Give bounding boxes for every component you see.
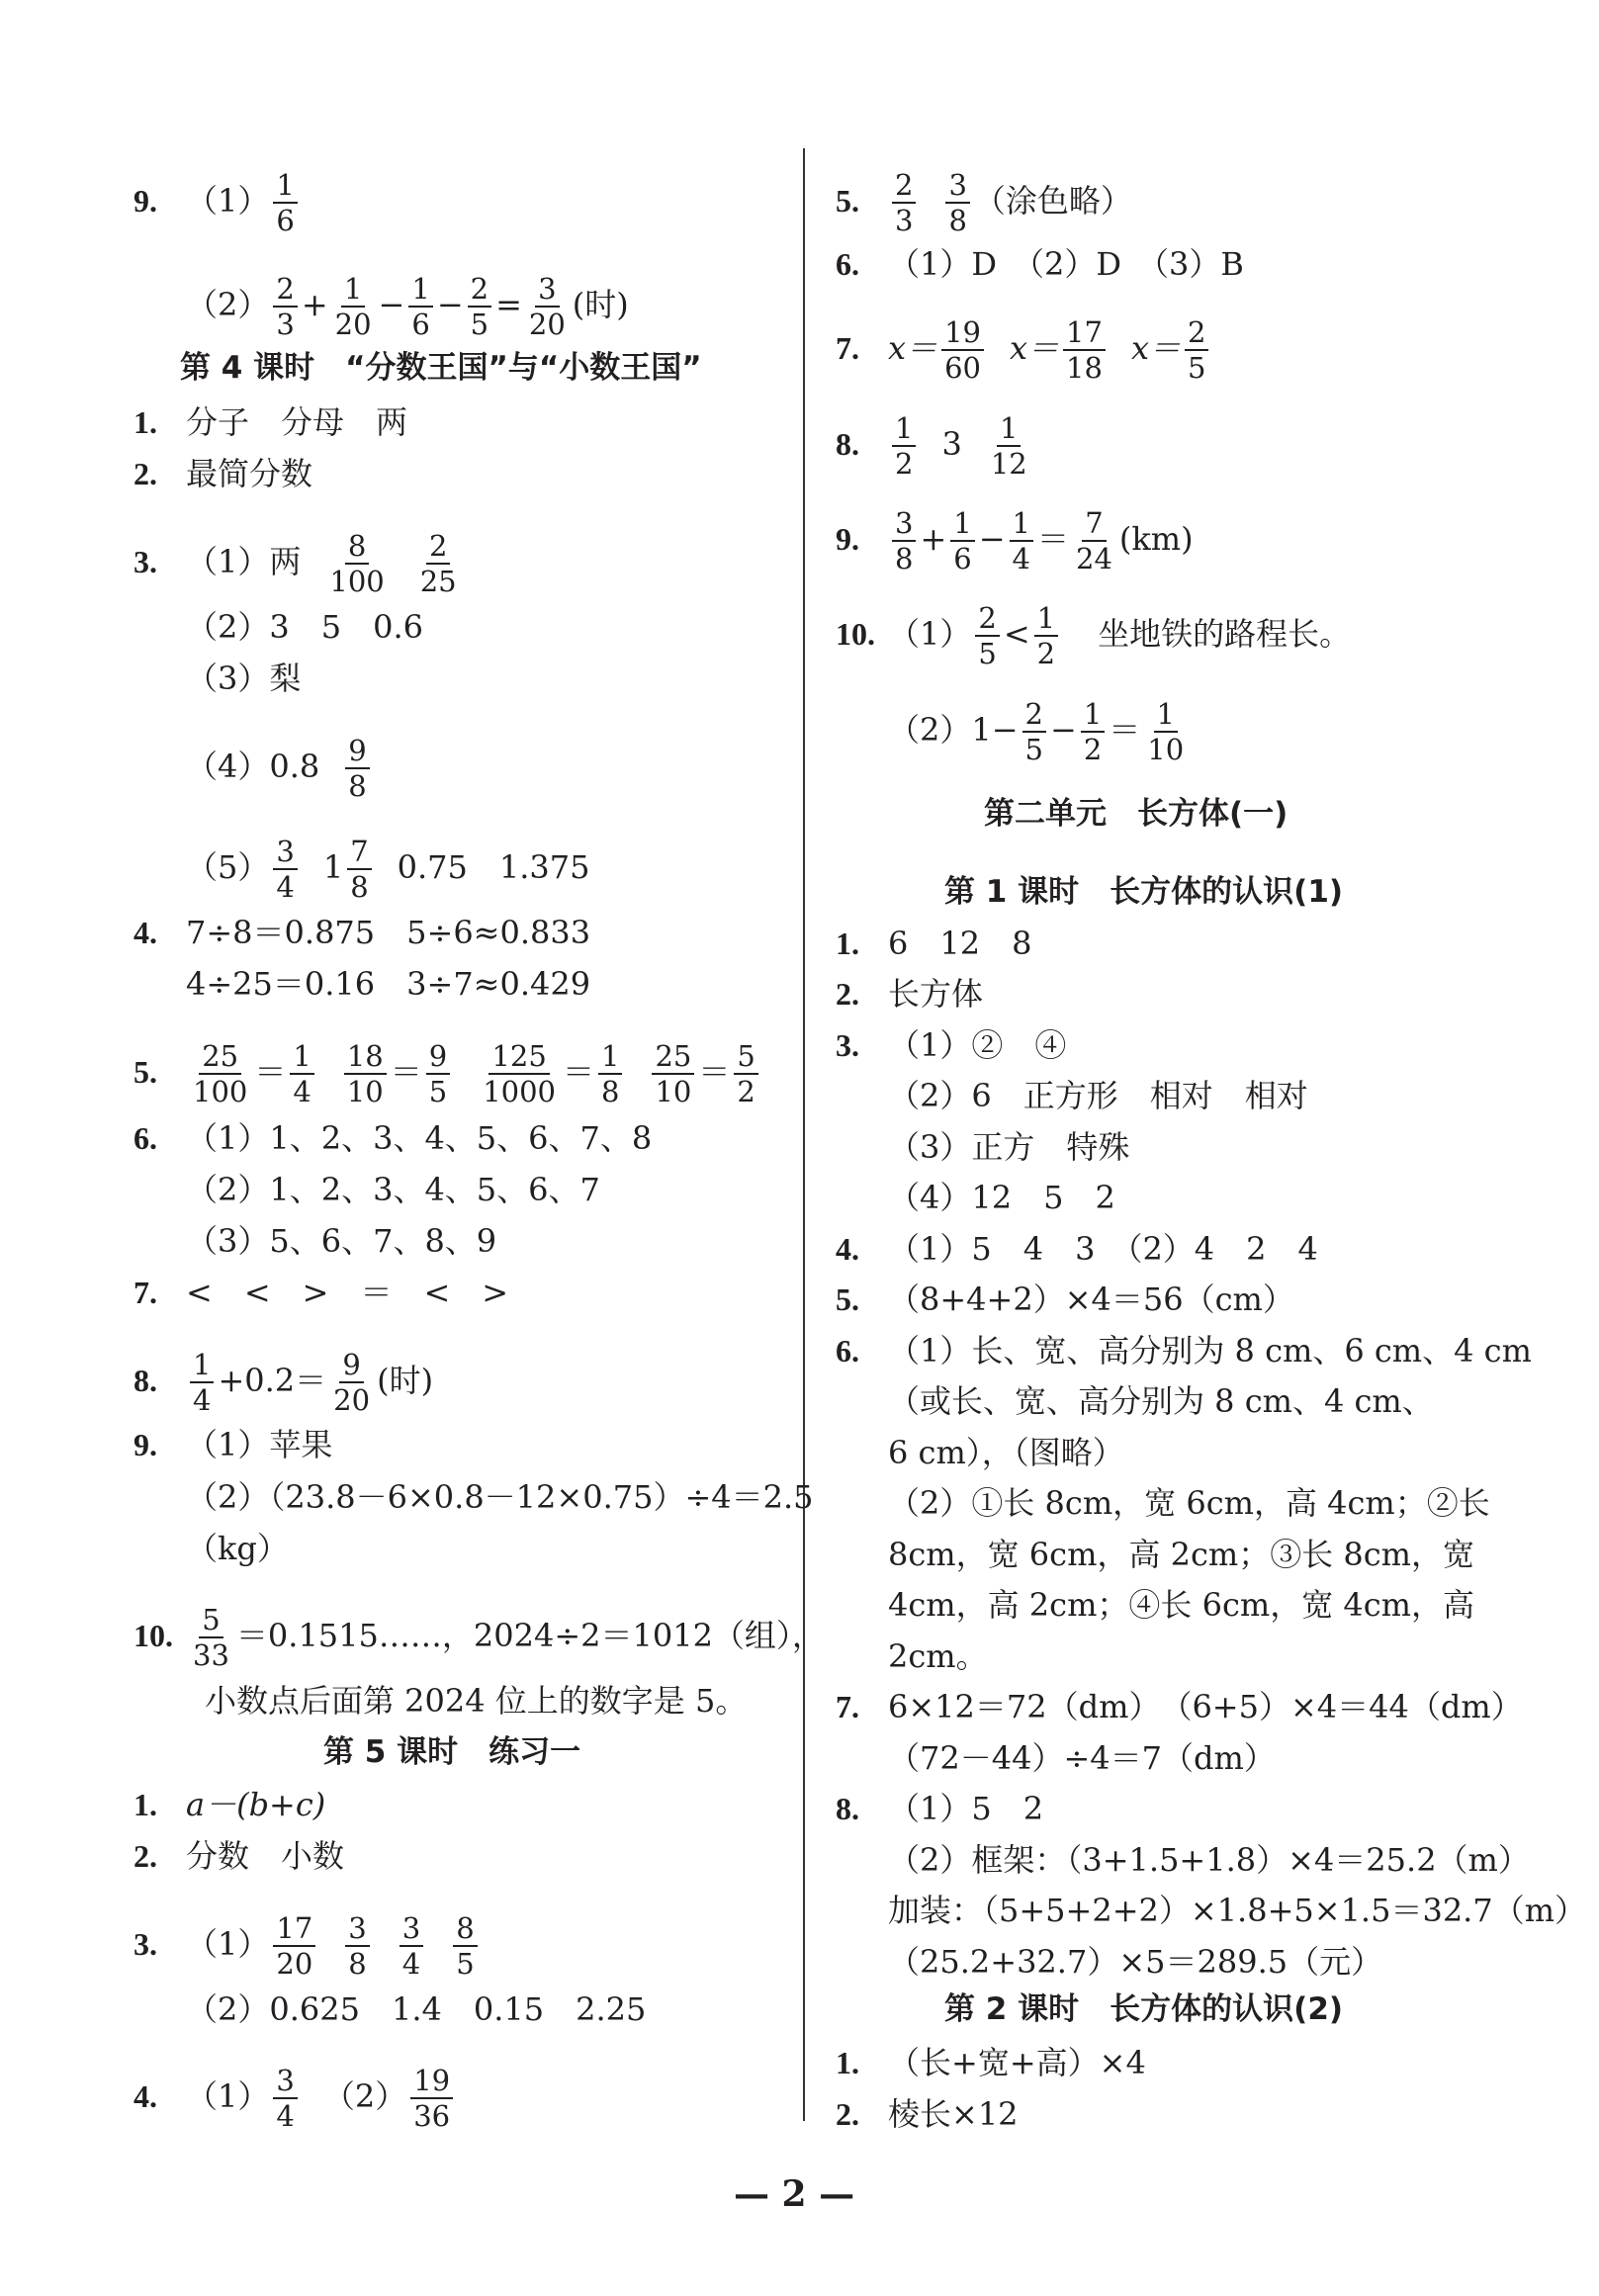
l4-answer-1: 1. 分子 分母 两: [133, 403, 408, 441]
l4-answer-3-3: （3）梨: [186, 660, 302, 697]
r-answer-10: 10. （1） $\frac{2}{5}$ < $\frac{1}{2}$ 坐地铁的路程长。: [836, 601, 1352, 671]
l4-answer-3-5: （5） $\frac{3}{4}$ 1 $\frac{7}{8}$ 0.75 1.375: [186, 835, 590, 905]
u2-answer-7-2: （72－44）÷4＝7（dm）: [888, 1739, 1276, 1777]
u2-answer-6-6: 4cm，高 2cm；④长 6cm，宽 4cm，高: [888, 1586, 1475, 1624]
l4-answer-4-2: 4÷25＝0.16 3÷7≈0.429: [186, 965, 591, 1003]
u2-l2-answer-2: 2. 棱长×12: [836, 2095, 1019, 2133]
u2-answer-6-3: 6 cm），（图略）: [888, 1434, 1124, 1471]
l4-answer-9-2: （2）（23.8－6×0.8－12×0.75）÷4＝2.5: [186, 1478, 814, 1516]
l4-answer-6-3: （3）5、6、7、8、9: [186, 1222, 497, 1260]
fraction: $\frac{1}{6}$: [273, 170, 297, 236]
u2-answer-2: 2. 长方体: [836, 975, 984, 1013]
l4-answer-9-3: （kg）: [186, 1530, 289, 1567]
l5-answer-3: 3. （1） $\frac{17}{20}$ $\frac{3}{8}$ $\frac{3}{4}$ $\frac{8}{5}$: [133, 1913, 482, 1980]
u2-answer-3: 3. （1）② ④: [836, 1026, 1067, 1064]
l4-answer-5: 5. $\frac{25}{100}$ ＝ $\frac{1}{4}$ $\frac{18}{10}$ ＝ $\frac{9}{5}$ $\frac{125}{1000}$ ＝ $\frac{1}{8}$ $\frac{25}{10}$ ＝ $\frac{5}{2}$: [133, 1041, 762, 1107]
lesson-5-heading: 第 5 课时 练习一: [323, 1734, 581, 1770]
l4-answer-6-2: （2）1、2、3、4、5、6、7: [186, 1171, 600, 1208]
l5-answer-3-2: （2）0.625 1.4 0.15 2.25: [186, 1990, 647, 2028]
u2-answer-8-3: 加装：（5+5+2+2）×1.8+5×1.5＝32.7（m）: [888, 1892, 1587, 1929]
u2-answer-5: 5. （8+4+2）×4＝56（cm）: [836, 1280, 1294, 1318]
u2-answer-4: 4. （1）5 4 3 （2）4 2 4: [836, 1230, 1318, 1268]
l4-answer-3-2: （2）3 5 0.6: [186, 608, 423, 646]
u2-answer-8-4: （25.2+32.7）×5＝289.5（元）: [888, 1943, 1383, 1981]
l4-answer-4: 4. 7÷8＝0.875 5÷6≈0.833: [133, 914, 591, 951]
r-answer-9: 9. $\frac{3}{8}$ + $\frac{1}{6}$ − $\frac{1}{4}$ ＝ $\frac{7}{24}$ (km): [836, 506, 1194, 576]
u2-l2-answer-1: 1. （长+宽+高）×4: [836, 2044, 1146, 2081]
u2-answer-6-5: 8cm，宽 6cm，高 2cm；③长 8cm，宽: [888, 1536, 1475, 1573]
page-number: — 2 —: [734, 2173, 855, 2215]
u2-answer-6-4: （2）①长 8cm，宽 6cm，高 4cm；②长: [888, 1484, 1490, 1522]
l4-answer-3-4: （4）0.8 $\frac{9}{8}$: [186, 736, 374, 802]
l4-answer-2: 2. 最简分数: [133, 455, 313, 492]
l4-answer-9: 9. （1）苹果: [133, 1426, 333, 1463]
l5-answer-2: 2. 分数 小数: [133, 1837, 345, 1875]
u2-answer-8-2: （2）框架：（3+1.5+1.8）×4＝25.2（m）: [888, 1841, 1530, 1879]
l4-answer-10: 10. $\frac{5}{33}$ ＝0.1515……，2024÷2＝1012（组），: [133, 1603, 824, 1673]
l5-answer-1: 1. a－(b+c): [133, 1786, 326, 1823]
r-answer-8: 8. $\frac{1}{2}$ 3 $\frac{1}{12}$: [836, 411, 1027, 482]
unit-2-lesson-1-heading: 第 1 课时 长方体的认识(1): [944, 874, 1344, 910]
u2-answer-6-7: 2cm。: [888, 1637, 988, 1675]
r-answer-7: 7. x＝ $\frac{19}{60}$ x＝ $\frac{17}{18}$ x＝ $\frac{2}{5}$: [836, 317, 1212, 384]
lesson-4-heading: 第 4 课时 “分数王国”与“小数王国”: [180, 350, 702, 386]
u2-answer-7: 7. 6×12＝72（dm） （6+5）×4＝44（dm）: [836, 1688, 1523, 1725]
r-answer-5: 5. $\frac{2}{3}$ $\frac{3}{8}$ （涂色略）: [836, 168, 1132, 238]
unit-2-heading: 第二单元 长方体(一): [984, 796, 1288, 832]
unit-2-lesson-2-heading: 第 2 课时 长方体的认识(2): [944, 1991, 1344, 2027]
l4-answer-7: 7. < < > ＝ < >: [133, 1274, 509, 1311]
u2-answer-3-2: （2）6 正方形 相对 相对: [888, 1077, 1308, 1114]
answer-9: 9. （1） $\frac{1}{6}$: [133, 170, 302, 236]
u2-answer-6: 6. （1）长、宽、高分别为 8 cm、6 cm、4 cm: [836, 1332, 1532, 1369]
l4-answer-8: 8. $\frac{1}{4}$ +0.2＝ $\frac{9}{20}$ (时): [133, 1348, 434, 1418]
u2-answer-3-3: （3）正方 特殊: [888, 1128, 1130, 1166]
l4-answer-10-2: 小数点后面第 2024 位上的数字是 5。: [205, 1682, 748, 1720]
l4-answer-3: 3. （1）两 $\frac{8}{100}$ $\frac{2}{25}$: [133, 529, 457, 599]
r-answer-10-2: （2）1− $\frac{2}{5}$ − $\frac{1}{2}$ ＝ $\frac{1}{10}$: [888, 697, 1185, 767]
u2-answer-1: 1. 6 12 8: [836, 925, 1032, 962]
u2-answer-3-4: （4）12 5 2: [888, 1179, 1115, 1216]
column-divider: [803, 148, 805, 2121]
l5-answer-4: 4. （1） $\frac{3}{4}$ （2） $\frac{19}{36}$: [133, 2066, 457, 2132]
l4-answer-6: 6. （1）1、2、3、4、5、6、7、8: [133, 1119, 653, 1157]
answer-9-part2: （2） $\frac{2}{3}$ + $\frac{1}{20}$ − $\frac{1}{6}$ − $\frac{2}{5}$ = $\frac{3}{20}$ (时): [186, 272, 629, 342]
u2-answer-6-2: （或长、宽、高分别为 8 cm、4 cm、: [888, 1382, 1434, 1420]
r-answer-6: 6. （1）D （2）D （3）B: [836, 245, 1244, 283]
u2-answer-8: 8. （1）5 2: [836, 1790, 1044, 1827]
